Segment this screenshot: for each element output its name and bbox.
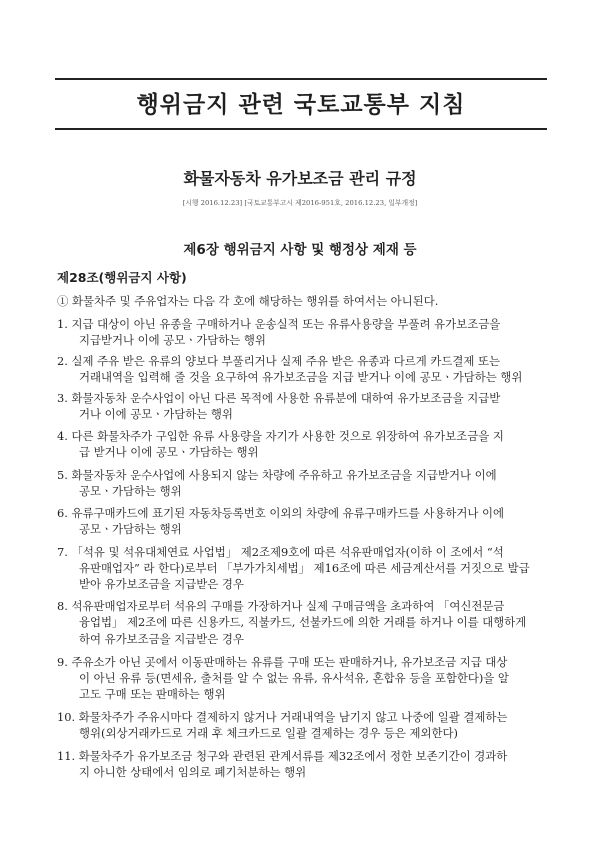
list-item-continuation: 받아 유가보조금을 지급받은 경우 xyxy=(79,577,244,591)
paragraph-1: ① 화물차주 및 주유업자는 다음 각 호에 해당하는 행위를 하여서는 아니된다. xyxy=(57,294,439,308)
list-item-continuation: 행위(외상거래카드로 거래 후 체크카드로 일괄 결제하는 경우 등은 제외한다) xyxy=(79,726,458,740)
list-item-continuation: 지 아니한 상태에서 임의로 폐기처분하는 행위 xyxy=(79,765,307,779)
article-title: 제28조(행위금지 사항) xyxy=(57,270,187,285)
list-item-continuation: 하여 유가보조금을 지급받은 경우 xyxy=(79,632,244,646)
regulation-info: [시행 2016.12.23] [국토교통부고시 제2016-951호, 2016.12.23, 일부개정] xyxy=(182,199,418,207)
list-item: 2. 실제 주유 받은 유류의 양보다 부풀리거나 실제 주유 받은 유종과 다르게 카드결제 또는 xyxy=(57,354,501,368)
list-item-continuation: 유판매업자” 라 한다)로부터 「부가가치세법」 제16조에 따른 세금계산서를 거짓으로 발급 xyxy=(79,561,530,575)
title-bottom-rule xyxy=(55,128,547,130)
title-top-rule xyxy=(55,78,547,80)
list-item: 7. 「석유 및 석유대체연료 사업법」 제2조제9호에 따른 석유판매업자(이하 이 조에서 “석 xyxy=(57,545,504,559)
list-item-continuation: 이 아닌 유류 등(면세유, 출처를 알 수 없는 유류, 유사석유, 혼합유 등을 포함한다)을 알 xyxy=(79,671,509,685)
list-item-continuation: 공모ㆍ가담하는 행위 xyxy=(79,484,182,498)
list-item: 1. 지급 대상이 아닌 유종을 구매하거나 운송실적 또는 유류사용량을 부풀려 유가보조금을 xyxy=(57,317,501,331)
list-item-continuation: 급 받거나 이에 공모ㆍ가담하는 행위 xyxy=(79,445,259,459)
chapter-title: 제6장 행위금지 사항 및 행정상 제재 등 xyxy=(183,242,417,258)
list-item-continuation: 거래내역을 입력해 줄 것을 요구하여 유가보조금을 지급 받거나 이에 공모ㆍ가담하는 행위 xyxy=(79,370,523,384)
list-item: 11. 화물차주가 유가보조금 청구와 관련된 관계서류를 제32조에서 정한 보존기간이 경과하 xyxy=(57,749,508,763)
list-item-continuation: 거나 이에 공모ㆍ가담하는 행위 xyxy=(79,407,233,421)
list-item-continuation: 공모ㆍ가담하는 행위 xyxy=(79,522,182,536)
list-item: 5. 화물자동차 운수사업에 사용되지 않는 차량에 주유하고 유가보조금을 지급받거나 이에 xyxy=(57,468,497,482)
list-item: 10. 화물차주가 주유시마다 결제하지 않거나 거래내역을 남기지 않고 나중에 일괄 결제하는 xyxy=(57,710,508,724)
list-item: 8. 석유판매업자로부터 석유의 구매를 가장하거나 실제 구매금액을 초과하여 「여신전문금 xyxy=(57,599,505,613)
list-item: 9. 주유소가 아닌 곳에서 이동판매하는 유류를 구매 또는 판매하거나, 유가보조금 지급 대상 xyxy=(57,655,508,669)
list-item: 6. 유류구매카드에 표기된 자동차등록번호 이외의 차량에 유류구매카드를 사용하거나 이에 xyxy=(57,506,504,520)
list-item-continuation: 융업법」 제2조에 따른 신용카드, 직불카드, 선불카드에 의한 거래를 하거나 이를 대행하게 xyxy=(79,615,527,629)
list-item-continuation: 지급받거나 이에 공모ㆍ가담하는 행위 xyxy=(79,333,266,347)
list-item: 4. 다른 화물차주가 구입한 유류 사용량을 자기가 사용한 것으로 위장하여 유가보조금을 지 xyxy=(57,429,504,443)
regulation-title: 화물자동차 유가보조금 관리 규정 xyxy=(183,169,417,188)
list-item-continuation: 고도 구매 또는 판매하는 행위 xyxy=(79,687,226,701)
page-title: 행위금지 관련 국토교통부 지침 xyxy=(136,91,466,118)
list-item: 3. 화물자동차 운수사업이 아닌 다른 목적에 사용한 유류분에 대하여 유가보조금을 지급받 xyxy=(57,391,501,405)
